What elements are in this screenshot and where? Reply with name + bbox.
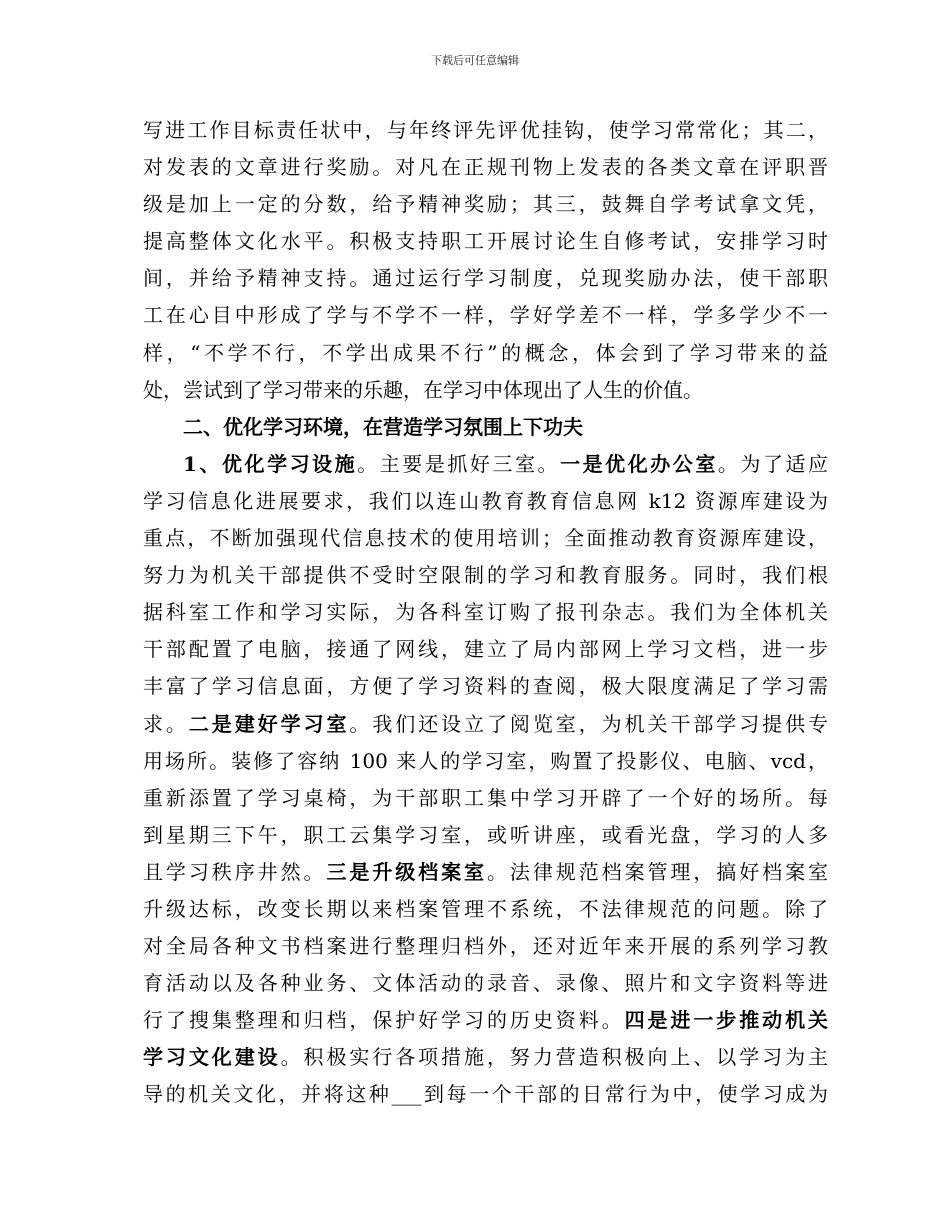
text-line [143, 1002, 828, 1039]
text-line [143, 297, 828, 334]
text-line [143, 149, 828, 186]
text-segment: 。为了适应 [717, 451, 828, 476]
bold-phrase: 一是优化办公室 [560, 451, 718, 476]
text-line [143, 112, 828, 149]
bold-phrase: 四是进一步推动机关 [624, 1008, 828, 1033]
text-segment: 重新添置了学习桌椅，为干部职工集中学习开辟了一个好的场所。每 [143, 785, 828, 810]
text-line [143, 631, 828, 668]
text-segment: 间，并给予精神支持。通过运行学习制度，兑现奖励办法，使干部职 [143, 266, 828, 291]
text-line [143, 446, 828, 483]
text-line [143, 260, 828, 297]
text-segment: 。我们还设立了阅览室，为机关干部学习提供专 [349, 711, 828, 736]
text-segment: 努力为机关干部提供不受时空限制的学习和教育服务。同时，我们根 [143, 563, 828, 588]
text-segment: 。积极实行各项措施，努力营造积极向上、以学习为主 [280, 1045, 828, 1070]
text-line [143, 483, 828, 520]
page-header: 下载后可任意编辑 [431, 54, 519, 67]
text-segment: 处，尝试到了学习带来的乐趣，在学习中体现出了人生的价值。 [143, 377, 703, 402]
text-line [143, 557, 828, 594]
text-line [143, 854, 828, 891]
text-segment: 且学习秩序井然。 [143, 859, 327, 884]
text-line [143, 594, 828, 631]
text-segment: 二、优化学习环境，在营造学习氛围上下功夫 [183, 414, 583, 439]
text-line [143, 335, 828, 372]
text-segment: 提高整体文化水平。积极支持职工开展讨论生自修考试，安排学习时 [143, 229, 828, 254]
text-segment: 对发表的文章进行奖励。对凡在正规刊物上发表的各类文章在评职晋 [143, 155, 828, 180]
text-segment: 对全局各种文书档案进行整理归档外，还对近年来开展的系列学习教 [143, 934, 828, 959]
text-segment: 行了搜集整理和归档，保护好学习的历史资料。 [143, 1008, 625, 1033]
text-segment: 样，“不学不行，不学出成果不行”的概念，体会到了学习带来的益 [143, 340, 828, 365]
text-segment: 。法律规范档案管理，搞好档案室 [486, 859, 828, 884]
text-segment: 丰富了学习信息面，方便了学习资料的查阅，极大限度满足了学习需 [143, 674, 828, 699]
bold-phrase: 三是升级档案室 [326, 859, 487, 884]
section-heading [143, 409, 828, 446]
text-segment: 级是加上一定的分数，给予精神奖励；其三，鼓舞自学考试拿文凭， [143, 192, 828, 217]
text-line [143, 668, 828, 705]
text-line [143, 372, 828, 409]
text-segment: 干部配置了电脑，接通了网线，建立了局内部网上学习文档，进一步 [143, 637, 828, 662]
text-line [143, 706, 828, 743]
text-segment: 据科室工作和学习实际，为各科室订购了报刊杂志。我们为全体机关 [143, 600, 828, 625]
text-segment: 重点，不断加强现代信息技术的使用培训；全面推动教育资源库建设， [143, 526, 828, 551]
text-line [143, 780, 828, 817]
text-line [143, 743, 828, 780]
bold-phrase: 二是建好学习室 [188, 711, 350, 736]
text-segment: 工在心目中形成了学与不学不一样，学好学差不一样，学多学少不一 [143, 303, 828, 328]
text-line [143, 1076, 828, 1113]
text-line [143, 186, 828, 223]
body-text [143, 112, 828, 1114]
text-line [143, 817, 828, 854]
text-line [143, 223, 828, 260]
text-segment: 升级达标，改变长期以来档案管理不系统，不法律规范的问题。除了 [143, 896, 828, 921]
text-line [143, 1039, 828, 1076]
text-line [143, 928, 828, 965]
text-line [143, 520, 828, 557]
bold-phrase: 学习文化建设 [143, 1045, 281, 1070]
text-segment: 到星期三下午，职工云集学习室，或听讲座，或看光盘，学习的人多 [143, 822, 828, 847]
text-line [143, 965, 828, 1002]
text-line [143, 891, 828, 928]
text-segment: 。主要是抓好三室。 [357, 451, 561, 476]
text-segment: 求。 [143, 711, 189, 736]
text-segment: 写进工作目标责任状中，与年终评先评优挂钩，使学习常常化；其二， [143, 118, 828, 142]
text-segment: 育活动以及各种业务、文体活动的录音、录像、照片和文字资料等进 [143, 971, 828, 996]
text-segment: 导的机关文化，并将这种___到每一个干部的日常行为中，使学习成为 [143, 1082, 828, 1107]
text-segment: 用场所。装修了容纳 100 来人的学习室，购置了投影仪、电脑、vcd， [143, 748, 828, 773]
bold-phrase: 1、优化学习设施 [183, 451, 358, 476]
text-segment: 学习信息化进展要求，我们以连山教育教育信息网 k12 资源库建设为 [143, 488, 828, 513]
